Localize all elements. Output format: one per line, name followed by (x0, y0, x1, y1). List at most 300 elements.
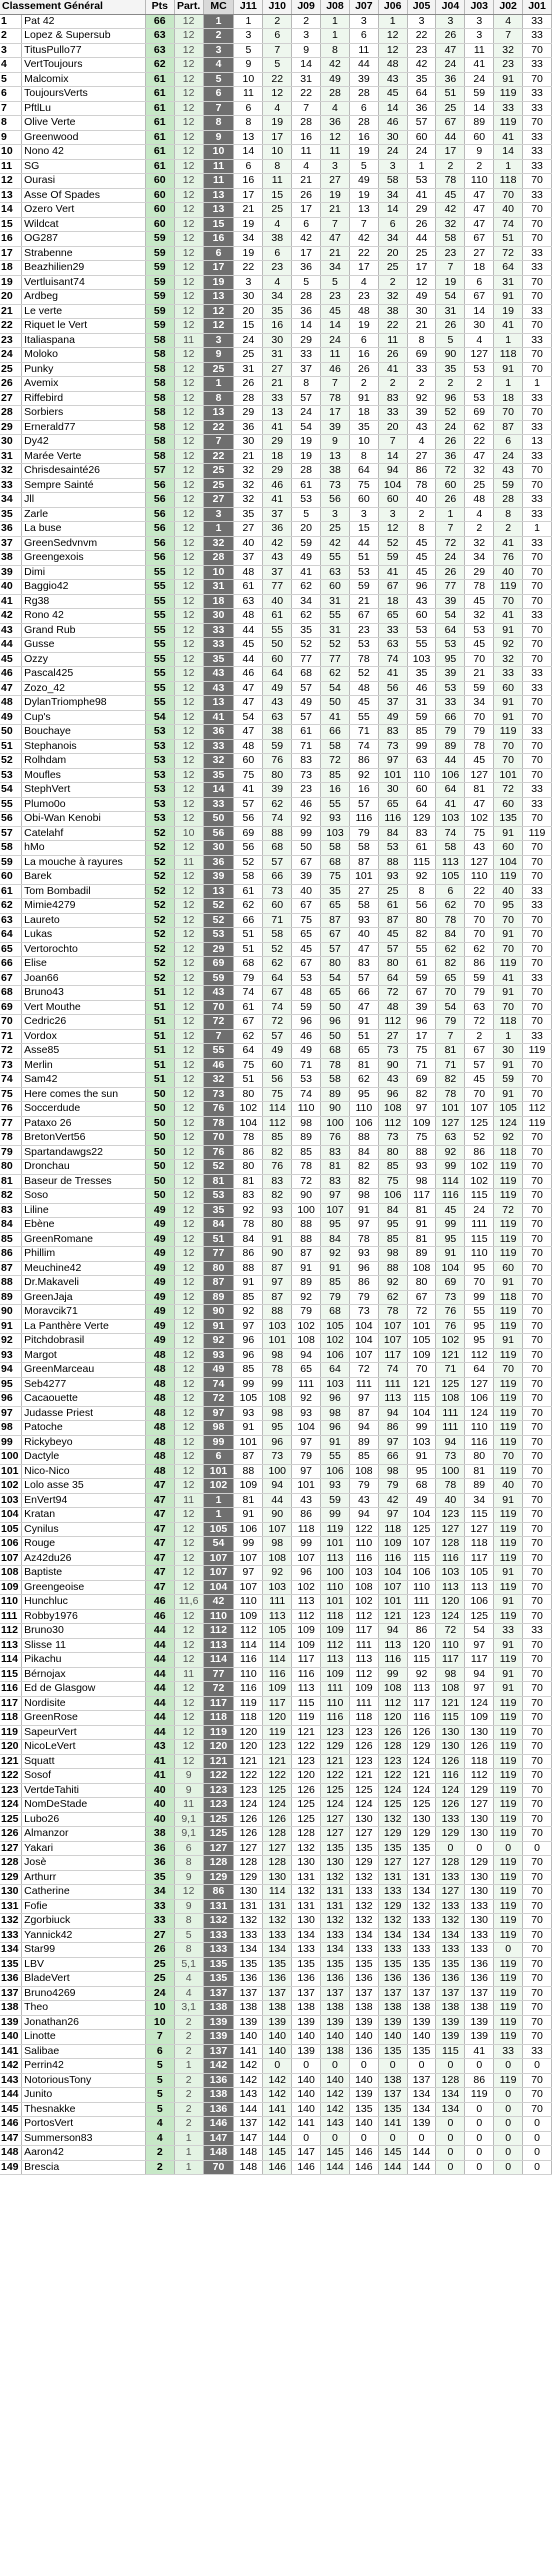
rank-cell: 17 (0, 246, 22, 261)
day-rank-cell: 70 (465, 899, 494, 914)
day-rank-cell: 28 (494, 493, 523, 508)
day-rank-cell: 49 (263, 1044, 292, 1059)
day-rank-cell: 135 (494, 812, 523, 827)
table-row (0, 464, 552, 479)
points-cell: 62 (145, 58, 174, 73)
participation-cell: 12 (174, 203, 203, 218)
day-rank-cell: 25 (465, 478, 494, 493)
day-rank-cell: 73 (378, 1131, 407, 1146)
day-rank-cell: 132 (378, 1914, 407, 1929)
rank-cell: 73 (0, 1058, 22, 1073)
day-rank-cell: 91 (407, 1218, 436, 1233)
day-rank-cell: 131 (263, 1899, 292, 1914)
player-name: Cacaouette (22, 1392, 146, 1407)
day-rank-cell: 93 (292, 1406, 321, 1421)
day-rank-cell: 65 (378, 797, 407, 812)
points-cell: 51 (145, 1015, 174, 1030)
day-rank-cell: 59 (465, 681, 494, 696)
participation-cell: 12 (174, 1551, 203, 1566)
player-name: Rouge (22, 1537, 146, 1552)
points-cell: 51 (145, 986, 174, 1001)
day-rank-cell: 73 (378, 1044, 407, 1059)
day-rank-cell: 33 (523, 246, 552, 261)
table-row (0, 1261, 552, 1276)
day-rank-cell: 70 (523, 1058, 552, 1073)
points-cell: 53 (145, 768, 174, 783)
participation-cell: 2 (174, 2030, 203, 2045)
player-name: Moravcik71 (22, 1305, 146, 1320)
day-rank-cell: 146 (292, 2160, 321, 2175)
day-rank-cell: 40 (407, 493, 436, 508)
day-rank-cell: 33 (494, 1624, 523, 1639)
table-row (0, 1247, 552, 1262)
mc-cell: 114 (203, 1653, 234, 1668)
day-rank-cell: 34 (378, 188, 407, 203)
day-rank-cell: 67 (465, 290, 494, 305)
day-rank-cell: 67 (378, 580, 407, 595)
mc-cell: 135 (203, 1957, 234, 1972)
mc-cell: 70 (203, 1131, 234, 1146)
day-rank-cell: 95 (436, 1232, 465, 1247)
mc-cell: 123 (203, 1783, 234, 1798)
table-row (0, 58, 552, 73)
points-cell: 50 (145, 1116, 174, 1131)
day-rank-cell: 70 (523, 754, 552, 769)
rank-cell: 149 (0, 2160, 22, 2175)
day-rank-cell: 91 (349, 1015, 378, 1030)
points-cell: 44 (145, 1638, 174, 1653)
day-rank-cell: 59 (292, 536, 321, 551)
mc-cell: 32 (203, 536, 234, 551)
day-rank-cell: 31 (494, 275, 523, 290)
day-rank-cell: 93 (321, 1479, 350, 1494)
day-rank-cell: 135 (407, 1957, 436, 1972)
player-name: Bruno43 (22, 986, 146, 1001)
mc-cell: 33 (203, 638, 234, 653)
day-rank-cell: 75 (465, 826, 494, 841)
player-name: GreenRomane (22, 1232, 146, 1247)
day-rank-cell: 41 (494, 971, 523, 986)
day-rank-cell: 133 (263, 1928, 292, 1943)
table-row (0, 406, 552, 421)
day-rank-cell: 60 (349, 493, 378, 508)
day-rank-cell: 108 (436, 1682, 465, 1697)
table-row (0, 1798, 552, 1813)
day-rank-cell: 0 (465, 2117, 494, 2132)
day-rank-cell: 79 (378, 1479, 407, 1494)
day-rank-cell: 22 (292, 87, 321, 102)
rank-cell: 62 (0, 899, 22, 914)
day-rank-cell: 39 (292, 870, 321, 885)
day-rank-cell: 140 (263, 2044, 292, 2059)
day-rank-cell: 0 (436, 2160, 465, 2175)
day-rank-cell: 122 (234, 1769, 263, 1784)
day-rank-cell: 70 (523, 1914, 552, 1929)
day-rank-cell: 133 (407, 1943, 436, 1958)
table-row (0, 797, 552, 812)
day-rank-cell: 12 (378, 29, 407, 44)
mc-cell: 56 (203, 826, 234, 841)
day-rank-cell: 94 (349, 1421, 378, 1436)
day-rank-cell: 105 (234, 1392, 263, 1407)
day-rank-cell: 3 (349, 14, 378, 29)
mc-cell: 1 (203, 14, 234, 29)
day-rank-cell: 106 (465, 1595, 494, 1610)
day-rank-cell: 30 (378, 783, 407, 798)
participation-cell: 12 (174, 304, 203, 319)
mc-cell: 13 (203, 406, 234, 421)
day-rank-cell: 40 (494, 1479, 523, 1494)
participation-cell: 12 (174, 1131, 203, 1146)
day-rank-cell: 87 (292, 1247, 321, 1262)
mc-cell: 6 (203, 246, 234, 261)
day-rank-cell: 49 (263, 681, 292, 696)
day-rank-cell: 79 (436, 1015, 465, 1030)
day-rank-cell: 92 (263, 1566, 292, 1581)
table-row (0, 174, 552, 189)
day-rank-cell: 23 (349, 290, 378, 305)
day-rank-cell: 98 (407, 1174, 436, 1189)
day-rank-cell: 140 (292, 2073, 321, 2088)
participation-cell: 9,1 (174, 1827, 203, 1842)
player-name: Joan66 (22, 971, 146, 986)
day-rank-cell: 16 (349, 783, 378, 798)
day-rank-cell: 35 (436, 362, 465, 377)
points-cell: 56 (145, 478, 174, 493)
day-rank-cell: 11 (321, 145, 350, 160)
day-rank-cell: 22 (263, 72, 292, 87)
day-rank-cell: 103 (407, 1435, 436, 1450)
day-rank-cell: 86 (349, 1276, 378, 1291)
participation-cell: 12 (174, 1160, 203, 1175)
player-name: Grand Rub (22, 623, 146, 638)
points-cell: 35 (145, 1870, 174, 1885)
participation-cell: 1 (174, 2059, 203, 2074)
day-rank-cell: 113 (292, 1595, 321, 1610)
day-rank-cell: 103 (436, 1566, 465, 1581)
day-rank-cell: 70 (523, 1609, 552, 1624)
day-rank-cell: 133 (465, 1943, 494, 1958)
day-rank-cell: 55 (349, 710, 378, 725)
player-name: Wildcat (22, 217, 146, 232)
day-rank-cell: 116 (378, 1551, 407, 1566)
day-rank-cell: 70 (523, 72, 552, 87)
day-rank-cell: 42 (378, 1493, 407, 1508)
mc-cell: 5 (203, 72, 234, 87)
day-rank-cell: 7 (321, 217, 350, 232)
day-rank-cell: 0 (494, 1943, 523, 1958)
day-rank-cell: 60 (494, 1261, 523, 1276)
day-rank-cell: 136 (292, 1972, 321, 1987)
day-rank-cell: 129 (321, 1740, 350, 1755)
day-rank-cell: 70 (523, 1406, 552, 1421)
day-rank-cell: 119 (494, 1218, 523, 1233)
points-cell: 49 (145, 1261, 174, 1276)
day-rank-cell: 38 (378, 304, 407, 319)
table-row (0, 1914, 552, 1929)
day-rank-cell: 25 (263, 203, 292, 218)
day-rank-cell: 91 (494, 72, 523, 87)
day-rank-cell: 120 (234, 1740, 263, 1755)
day-rank-cell: 50 (292, 841, 321, 856)
day-rank-cell: 42 (292, 232, 321, 247)
day-rank-cell: 121 (292, 1725, 321, 1740)
day-rank-cell: 81 (465, 783, 494, 798)
day-rank-cell: 138 (349, 2001, 378, 2016)
day-rank-cell: 23 (321, 290, 350, 305)
points-cell: 58 (145, 435, 174, 450)
day-rank-cell: 44 (234, 652, 263, 667)
day-rank-cell: 115 (407, 1392, 436, 1407)
day-rank-cell: 30 (263, 333, 292, 348)
day-rank-cell: 101 (263, 1334, 292, 1349)
day-rank-cell: 105 (494, 1102, 523, 1117)
day-rank-cell: 112 (263, 1116, 292, 1131)
day-rank-cell: 60 (407, 609, 436, 624)
table-row (0, 1348, 552, 1363)
day-rank-cell: 50 (321, 1029, 350, 1044)
day-rank-cell: 70 (523, 1334, 552, 1349)
day-rank-cell: 111 (378, 1377, 407, 1392)
day-rank-cell: 91 (494, 710, 523, 725)
day-rank-cell: 112 (465, 1769, 494, 1784)
day-rank-cell: 91 (234, 1508, 263, 1523)
day-rank-cell: 52 (378, 536, 407, 551)
participation-cell: 12 (174, 1247, 203, 1262)
day-rank-cell: 121 (349, 1769, 378, 1784)
mc-cell: 125 (203, 1827, 234, 1842)
day-rank-cell: 0 (436, 2059, 465, 2074)
mc-cell: 3 (203, 333, 234, 348)
table-row (0, 1334, 552, 1349)
day-rank-cell: 70 (494, 942, 523, 957)
day-rank-cell: 140 (407, 2030, 436, 2045)
day-rank-cell: 119 (494, 1189, 523, 1204)
day-rank-cell: 36 (436, 72, 465, 87)
day-rank-cell: 129 (407, 1740, 436, 1755)
day-rank-cell: 110 (436, 1638, 465, 1653)
participation-cell: 12 (174, 913, 203, 928)
rank-cell: 124 (0, 1798, 22, 1813)
day-rank-cell: 128 (436, 1856, 465, 1871)
day-rank-cell: 83 (378, 391, 407, 406)
day-rank-cell: 54 (321, 681, 350, 696)
day-rank-cell: 119 (494, 1406, 523, 1421)
day-rank-cell: 131 (292, 1870, 321, 1885)
day-rank-cell: 119 (494, 1247, 523, 1262)
day-rank-cell: 29 (234, 406, 263, 421)
day-rank-cell: 146 (349, 2146, 378, 2161)
day-rank-cell: 128 (436, 1537, 465, 1552)
day-rank-cell: 74 (263, 1000, 292, 1015)
day-rank-cell: 24 (494, 449, 523, 464)
day-rank-cell: 16 (321, 783, 350, 798)
day-rank-cell: 0 (349, 2131, 378, 2146)
points-cell: 58 (145, 362, 174, 377)
day-rank-cell: 91 (494, 986, 523, 1001)
day-rank-cell: 126 (234, 1812, 263, 1827)
points-cell: 58 (145, 420, 174, 435)
points-cell: 4 (145, 2117, 174, 2132)
participation-cell: 12 (174, 522, 203, 537)
day-rank-cell: 106 (321, 1348, 350, 1363)
day-rank-cell: 131 (378, 1870, 407, 1885)
rank-cell: 27 (0, 391, 22, 406)
points-cell: 49 (145, 1247, 174, 1262)
day-rank-cell: 8 (234, 116, 263, 131)
day-rank-cell: 134 (436, 2088, 465, 2103)
day-rank-cell: 108 (349, 1464, 378, 1479)
rank-cell: 69 (0, 1000, 22, 1015)
rank-cell: 1 (0, 14, 22, 29)
day-rank-cell: 36 (292, 304, 321, 319)
day-rank-cell: 4 (494, 14, 523, 29)
day-rank-cell: 41 (378, 565, 407, 580)
day-rank-cell: 86 (349, 754, 378, 769)
rank-cell: 94 (0, 1363, 22, 1378)
table-row (0, 14, 552, 29)
day-rank-cell: 118 (465, 1537, 494, 1552)
day-rank-cell: 43 (349, 1493, 378, 1508)
day-rank-cell: 30 (234, 435, 263, 450)
day-rank-cell: 56 (234, 812, 263, 827)
mc-cell: 18 (203, 594, 234, 609)
day-rank-cell: 14 (494, 145, 523, 160)
participation-cell: 12 (174, 768, 203, 783)
day-rank-cell: 127 (436, 1885, 465, 1900)
player-name: Italiaspana (22, 333, 146, 348)
day-rank-cell: 54 (436, 290, 465, 305)
day-rank-cell: 90 (378, 1058, 407, 1073)
points-cell: 52 (145, 942, 174, 957)
day-rank-cell: 16 (349, 348, 378, 363)
participation-cell: 9 (174, 1769, 203, 1784)
mc-cell: 9 (203, 130, 234, 145)
participation-cell: 12 (174, 928, 203, 943)
day-rank-cell: 127 (321, 1812, 350, 1827)
day-rank-cell: 70 (494, 754, 523, 769)
day-rank-cell: 84 (378, 1203, 407, 1218)
points-cell: 52 (145, 855, 174, 870)
day-rank-cell: 3 (349, 507, 378, 522)
day-rank-cell: 83 (407, 826, 436, 841)
day-rank-cell: 80 (234, 1087, 263, 1102)
table-row (0, 652, 552, 667)
points-cell: 25 (145, 1972, 174, 1987)
points-cell: 52 (145, 884, 174, 899)
day-rank-cell: 67 (292, 957, 321, 972)
day-rank-cell: 47 (465, 449, 494, 464)
day-rank-cell: 111 (349, 1377, 378, 1392)
mc-cell: 138 (203, 2001, 234, 2016)
day-rank-cell: 0 (378, 2131, 407, 2146)
table-row (0, 841, 552, 856)
day-rank-cell: 12 (407, 275, 436, 290)
day-rank-cell: 2 (465, 522, 494, 537)
day-rank-cell: 96 (407, 1015, 436, 1030)
day-rank-cell: 91 (494, 1682, 523, 1697)
day-rank-cell: 70 (523, 551, 552, 566)
day-rank-cell: 80 (378, 1145, 407, 1160)
day-rank-cell: 70 (523, 870, 552, 885)
day-rank-cell: 136 (321, 1972, 350, 1987)
day-rank-cell: 41 (378, 667, 407, 682)
day-rank-cell: 70 (523, 928, 552, 943)
day-rank-cell: 53 (436, 638, 465, 653)
day-rank-cell: 9 (234, 58, 263, 73)
day-rank-cell: 0 (523, 2146, 552, 2161)
day-rank-cell: 64 (234, 1044, 263, 1059)
mc-cell: 122 (203, 1769, 234, 1784)
table-row (0, 681, 552, 696)
day-rank-cell: 33 (523, 1029, 552, 1044)
participation-cell: 12 (174, 464, 203, 479)
day-rank-cell: 70 (523, 1290, 552, 1305)
table-row (0, 159, 552, 174)
player-name: La Panthère Verte (22, 1319, 146, 1334)
day-rank-cell: 135 (407, 2044, 436, 2059)
mc-cell: 17 (203, 261, 234, 276)
day-rank-cell: 8 (263, 159, 292, 174)
day-rank-cell: 129 (407, 1827, 436, 1842)
day-rank-cell: 70 (523, 217, 552, 232)
mc-cell: 52 (203, 1160, 234, 1175)
day-rank-cell: 97 (465, 1638, 494, 1653)
mc-cell: 30 (203, 841, 234, 856)
rank-cell: 92 (0, 1334, 22, 1349)
mc-cell: 148 (203, 2146, 234, 2161)
player-name: Lolo asse 35 (22, 1479, 146, 1494)
day-rank-cell: 70 (523, 1522, 552, 1537)
table-row (0, 1305, 552, 1320)
day-rank-cell: 33 (523, 304, 552, 319)
participation-cell: 12 (174, 957, 203, 972)
day-rank-cell: 44 (234, 623, 263, 638)
rank-cell: 84 (0, 1218, 22, 1233)
day-rank-cell: 72 (292, 1174, 321, 1189)
mc-cell: 117 (203, 1696, 234, 1711)
day-rank-cell: 70 (523, 1537, 552, 1552)
participation-cell: 4 (174, 1972, 203, 1987)
day-rank-cell: 136 (349, 1972, 378, 1987)
day-rank-cell: 84 (234, 1232, 263, 1247)
day-rank-cell: 125 (465, 1609, 494, 1624)
day-rank-cell: 70 (465, 913, 494, 928)
day-rank-cell: 15 (349, 522, 378, 537)
day-rank-cell: 12 (378, 43, 407, 58)
day-rank-cell: 110 (234, 1595, 263, 1610)
day-rank-cell: 102 (436, 1334, 465, 1349)
day-rank-cell: 70 (523, 406, 552, 421)
participation-cell: 12 (174, 1508, 203, 1523)
day-rank-cell: 29 (407, 203, 436, 218)
points-cell: 59 (145, 319, 174, 334)
day-rank-cell: 80 (378, 957, 407, 972)
mc-cell: 13 (203, 203, 234, 218)
day-header: J10 (263, 0, 292, 14)
player-name: Zozo_42 (22, 681, 146, 696)
day-rank-cell: 64 (436, 623, 465, 638)
mc-cell: 7 (203, 101, 234, 116)
day-rank-cell: 92 (321, 1247, 350, 1262)
day-rank-cell: 73 (292, 768, 321, 783)
player-name: Sorbiers (22, 406, 146, 421)
day-rank-cell: 30 (465, 319, 494, 334)
mc-cell: 104 (203, 1580, 234, 1595)
day-rank-cell: 60 (263, 1058, 292, 1073)
day-rank-cell: 130 (407, 1812, 436, 1827)
table-row (0, 580, 552, 595)
